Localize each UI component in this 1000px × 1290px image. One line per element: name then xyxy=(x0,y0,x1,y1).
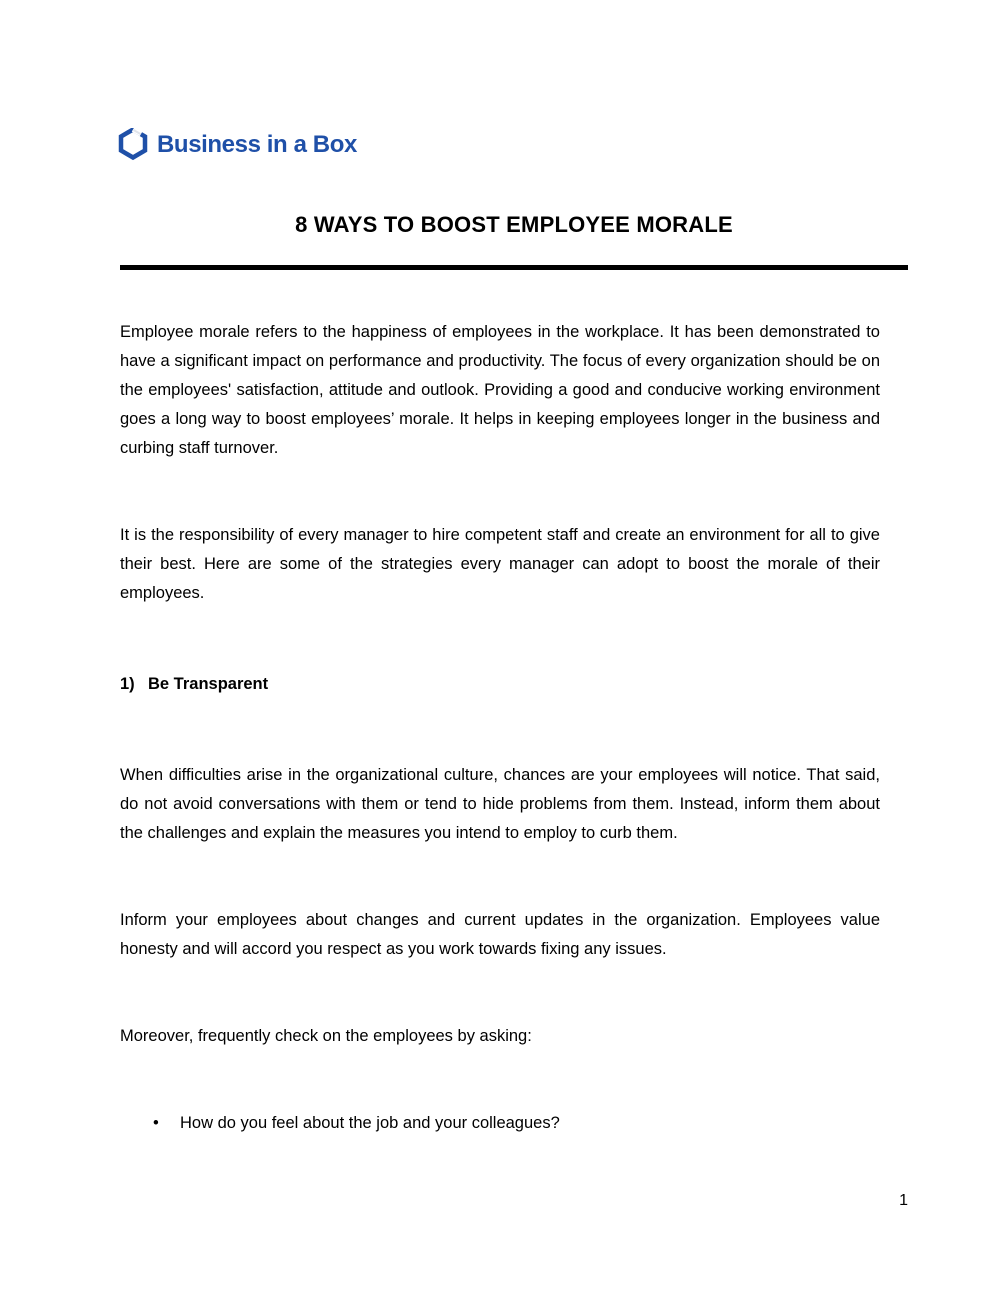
paragraph-moreover: Moreover, frequently check on the employees by asking: xyxy=(120,1027,532,1045)
title-divider xyxy=(120,265,908,270)
paragraph-intro-2: It is the responsibility of every manager to hire competent staff and create an environment for all to give their best. Here are some of the strategies every manager can adopt to boost the morale of their employees. xyxy=(120,526,880,602)
section-number: 1) xyxy=(120,675,135,693)
page-title: 8 WAYS TO BOOST EMPLOYEE MORALE xyxy=(295,211,733,237)
bullet-dot-icon: • xyxy=(153,1114,159,1132)
section-title: Be Transparent xyxy=(148,675,269,693)
section-heading-1 xyxy=(120,670,880,699)
paragraph-transparent-1: When difficulties arise in the organizational culture, chances are your employees will notice. That said, do not avoid conversations with them or tend to hide problems from them. Instead, inform them about the challenges and explain the measures you intend to employ to curb them. xyxy=(120,766,880,842)
list-spacer xyxy=(120,1080,880,1109)
heading-spacer xyxy=(120,728,880,761)
paragraph-spacer-2 xyxy=(120,877,880,906)
paragraph-transparent-2: Inform your employees about changes and current updates in the organization. Employees value honesty and will accord you respect as you work towards fixing any issues. xyxy=(120,911,880,958)
list-item xyxy=(120,1109,880,1138)
hexagon-ring-icon xyxy=(118,128,148,161)
section-spacer xyxy=(120,637,880,670)
brand-name: Business in a Box xyxy=(157,130,357,158)
document-body xyxy=(120,318,880,1138)
paragraph-spacer-3 xyxy=(120,993,880,1022)
list-item-label: How do you feel about the job and your colleagues? xyxy=(180,1114,560,1132)
paragraph-intro-1: Employee morale refers to the happiness of employees in the workplace. It has been demonstrated to have a significant impact on performance and productivity. The focus of every organization should be on the employees' satisfaction, attitude and outlook. Providing a good and conducive working environment goes a long way to boost employees’ morale. It helps in keeping employees longer in the business and curbing staff turnover. xyxy=(120,323,880,457)
brand-logo xyxy=(118,128,357,161)
question-bullet-list xyxy=(120,1109,880,1138)
paragraph-spacer xyxy=(120,492,880,521)
page-number: 1 xyxy=(899,1192,908,1209)
